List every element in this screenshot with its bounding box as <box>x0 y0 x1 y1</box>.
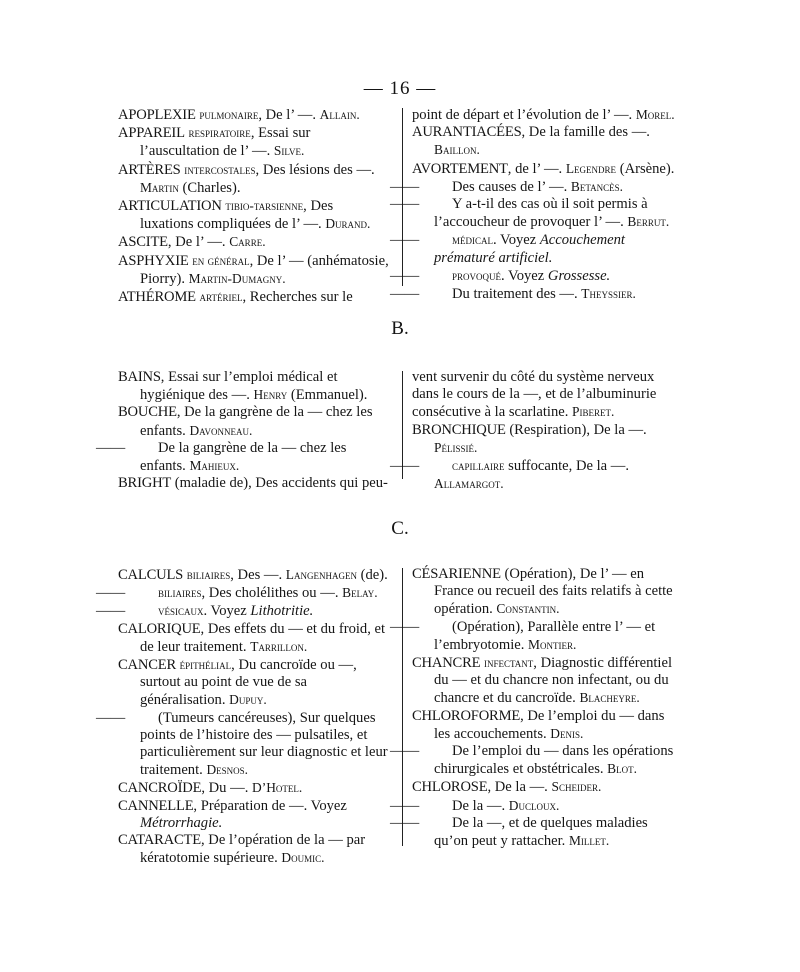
entry-qualifier: médical <box>452 232 493 248</box>
entry-author: Blot. <box>607 761 637 777</box>
entry-qualifier: infectant <box>484 655 534 671</box>
entry-text: , De la famille des —. <box>521 124 650 141</box>
entry-qualifier: biliaires <box>158 585 202 601</box>
index-entry <box>96 709 390 780</box>
entry-text: De la —, et de quelques maladies qu’on peut y rattacher. <box>434 814 648 850</box>
entry-author: Blacheyre. <box>579 690 640 706</box>
repeat-dash: —— <box>390 267 420 284</box>
entry-text: point de départ et l’évolution de l’ —. <box>412 107 636 123</box>
index-entry <box>390 196 684 231</box>
section-a-right-column <box>390 106 684 303</box>
index-entry <box>390 797 684 815</box>
index-entry <box>118 124 390 160</box>
entry-text: Des causes de l’ —. <box>452 178 571 195</box>
index-entry <box>412 566 684 619</box>
entry-text: , Des —. <box>230 567 286 583</box>
entry-qualifier: en général <box>192 252 250 268</box>
entry-author: Dupuy. <box>229 692 267 708</box>
entry-author: D’Hotel. <box>252 780 303 796</box>
entry-headword: ASCITE <box>118 234 168 251</box>
index-entry <box>118 798 390 832</box>
entry-text: , Du —. <box>201 780 253 797</box>
entry-author-detail: (Emmanuel). <box>287 387 368 404</box>
entry-text: , Essai sur l’emploi médical et hygiénique des —. <box>140 369 338 404</box>
entry-headword: CANNELLE <box>118 797 194 814</box>
entry-author: Piberet. <box>572 404 615 420</box>
entry-headword: ARTICULATION <box>118 198 222 215</box>
entry-qualifier: tibio-tarsienne <box>225 198 304 214</box>
repeat-dash: —— <box>96 439 126 456</box>
index-entry <box>118 656 390 710</box>
section-c-right-column <box>390 566 684 850</box>
index-entry <box>390 285 684 303</box>
entry-text: , De la gangrène de la — chez les enfants. <box>140 404 373 439</box>
index-entry <box>412 160 684 178</box>
entry-author: Scheider. <box>551 779 602 795</box>
index-entry <box>412 106 684 124</box>
index-entry <box>118 106 390 124</box>
entry-author: Mahieux. <box>189 458 240 474</box>
entry-author: Davonneau. <box>189 422 253 438</box>
index-entry <box>390 743 684 778</box>
entry-author: Betancès. <box>570 178 623 194</box>
entry-author: Denis. <box>550 725 584 741</box>
section-letter-c: C. <box>391 518 409 539</box>
repeat-dash: —— <box>390 743 420 760</box>
entry-headword: CANCER <box>118 657 176 674</box>
index-entry <box>118 233 390 251</box>
entry-headword: CHANCRE <box>412 655 481 672</box>
index-entry <box>118 621 390 656</box>
entry-text: suffocante, De la —. <box>504 458 630 475</box>
entry-headword: ATHÉROME <box>118 289 196 306</box>
index-entry <box>118 369 390 404</box>
entry-text: (Opération), Parallèle entre l’ — et l’embryotomie. <box>434 618 656 653</box>
entry-text: (Respiration), De la —. <box>505 421 647 438</box>
entry-qualifier: artériel <box>199 289 243 305</box>
entry-author: Belay. <box>342 585 378 601</box>
entry-author: Martin-Dumagny. <box>188 270 286 286</box>
entry-reference: Accouchement prématuré artificiel. <box>434 232 625 266</box>
entry-qualifier: vésicaux <box>158 603 204 619</box>
entry-text: , De l’ — (anhématosie, Piorry). <box>140 252 389 287</box>
entry-author: Desnos. <box>206 762 249 778</box>
index-entry <box>118 566 390 584</box>
entry-text: , Diagnostic différentiel du — et du chancre non infectant, ou du chancre et du cancroïde. <box>434 655 673 707</box>
entry-author: Pélissié. <box>434 439 478 455</box>
section-b-right-column <box>390 369 684 493</box>
index-entry <box>412 124 684 159</box>
entry-author: Constantin. <box>496 601 560 617</box>
entry-headword: APOPLEXIE <box>118 107 196 123</box>
entry-author: Durand. <box>325 216 371 232</box>
index-entry <box>412 369 684 422</box>
entry-text: De l’emploi du — dans les opérations chirurgicales et obstétricales. <box>434 743 674 778</box>
index-entry <box>412 654 684 708</box>
entry-author: Berrut. <box>627 214 670 230</box>
entry-author: Allamargot. <box>434 476 504 492</box>
entry-headword: BOUCHE <box>118 404 177 421</box>
entry-text: De la —. <box>452 797 509 814</box>
entry-text: (Tumeurs cancéreuses), Sur quelques points de l’histoire des — pulsatiles, et particulièrement sur leur diagnostic et leur traitement. <box>140 709 388 779</box>
index-entry <box>96 602 390 620</box>
entry-text: (maladie de), Des accidents qui peu- <box>171 475 388 492</box>
entry-author: Montier. <box>528 636 577 652</box>
entry-headword: CANCROÏDE <box>118 780 202 797</box>
entry-qualifier: respiratoire <box>188 125 251 141</box>
entry-text: . Voyez <box>493 232 540 249</box>
entry-author: Silve. <box>273 143 305 159</box>
repeat-dash: —— <box>390 458 420 475</box>
index-entry <box>390 814 684 850</box>
index-entry <box>390 618 684 654</box>
entry-headword: BAINS <box>118 369 161 385</box>
index-entry <box>390 178 684 196</box>
entry-headword: CÉSARIENNE <box>412 566 501 582</box>
entry-text: vent survenir du côté du système nerveux dans le cours de la —, et de l’albuminurie consécutive à la scarlatine. <box>412 369 657 421</box>
entry-text: , Essai sur l’auscultation de l’ —. <box>140 125 311 160</box>
index-entry <box>412 778 684 796</box>
entry-qualifier: épithélial <box>179 657 232 673</box>
index-entry <box>118 288 390 306</box>
entry-text: . Voyez <box>203 603 251 620</box>
entry-qualifier: provoqué <box>452 267 502 283</box>
entry-author-detail: (de). <box>357 567 388 583</box>
entry-author: Doumic. <box>281 850 325 866</box>
entry-text: . Voyez <box>501 267 548 284</box>
repeat-dash: —— <box>390 797 420 814</box>
entry-text: Y a-t-il des cas où il soit permis à l’accoucheur de provoquer l’ —. <box>434 196 648 231</box>
entry-text: , De l’ —. <box>167 234 230 251</box>
entry-headword: BRIGHT <box>118 475 172 492</box>
repeat-dash: —— <box>96 709 126 726</box>
index-entry <box>390 267 684 285</box>
entry-qualifier: pulmonaire <box>199 107 259 122</box>
index-entry <box>118 779 390 797</box>
index-entry <box>412 422 684 457</box>
repeat-dash: —— <box>390 196 420 213</box>
entry-qualifier: capillaire <box>452 458 505 474</box>
entry-text: , Recherches sur le <box>242 289 353 306</box>
entry-author: Langenhagen <box>285 567 357 582</box>
entry-headword: CALORIQUE <box>118 620 201 637</box>
entry-qualifier: biliaires <box>186 567 231 582</box>
entry-text: , Des lésions des —. <box>255 161 375 178</box>
entry-author: Martin <box>140 179 179 195</box>
entry-author: Carre. <box>229 234 266 250</box>
index-entry <box>390 231 684 266</box>
entry-headword: BRONCHIQUE <box>412 421 506 438</box>
index-entry <box>390 457 684 493</box>
entry-text: , de l’ —. <box>507 160 566 177</box>
entry-author: Legendre <box>565 160 617 176</box>
entry-text: , De l’ —. <box>258 107 320 123</box>
page-number: — 16 — <box>363 78 437 99</box>
index-entry <box>118 475 390 492</box>
entry-author: Ducloux. <box>508 797 560 813</box>
index-entry <box>118 832 390 867</box>
entry-headword: APPAREIL <box>118 125 185 142</box>
entry-headword: AURANTIACÉES <box>412 124 522 141</box>
index-entry <box>118 252 390 288</box>
entry-author: Baillon. <box>434 142 480 158</box>
index-entry <box>118 404 390 439</box>
entry-text: , De l’emploi du — dans les accouchements. <box>434 707 665 742</box>
entry-text: , Préparation de —. Voyez <box>193 797 347 814</box>
entry-headword: CATARACTE <box>118 832 201 849</box>
entry-author: Allain. <box>319 107 360 122</box>
repeat-dash: —— <box>390 178 420 195</box>
entry-author: Morel. <box>635 107 675 122</box>
repeat-dash: —— <box>96 603 126 620</box>
entry-author: Henry <box>253 387 288 403</box>
entry-headword: CHLOROSE <box>412 779 488 796</box>
entry-text: Du traitement des —. <box>452 286 582 303</box>
entry-text: , Des luxations compliquées de l’ —. <box>140 198 334 233</box>
repeat-dash: —— <box>390 286 420 303</box>
entry-text: , Des effets du — et du froid, et de leur traitement. <box>140 620 386 655</box>
repeat-dash: —— <box>390 618 420 635</box>
section-c-left-column <box>96 566 390 867</box>
entry-text: (Opération), De l’ — en France ou recueil des faits relatifs à cette opération. <box>434 566 673 618</box>
entry-reference: Lithotritie. <box>250 603 314 620</box>
entry-headword: AVORTEMENT <box>412 160 508 177</box>
entry-text: , Des cholélithes ou —. <box>201 585 343 602</box>
entry-author: Theyssier. <box>581 286 636 302</box>
entry-text: , De la —. <box>487 779 552 796</box>
entry-text: , Du cancroïde ou —, surtout au point de vue de sa généralisation. <box>140 657 357 709</box>
entry-reference: Grossesse. <box>547 267 611 284</box>
entry-text: , De l’opération de la — par kératotomie supérieure. <box>140 832 366 867</box>
entry-qualifier: intercostales <box>184 161 256 177</box>
entry-author-detail: (Arsène). <box>616 160 675 177</box>
section-letter-b: B. <box>391 318 409 339</box>
index-entry <box>118 197 390 233</box>
index-entry <box>118 161 390 197</box>
index-entry <box>96 439 390 475</box>
repeat-dash: —— <box>390 814 420 831</box>
section-a-left-column <box>118 106 390 306</box>
entry-headword: CHLOROFORME <box>412 707 521 724</box>
entry-reference: Métrorrhagie. <box>140 814 223 831</box>
entry-headword: CALCULS <box>118 567 184 583</box>
index-entry <box>96 584 390 602</box>
entry-author-detail: (Charles). <box>178 179 241 196</box>
entry-headword: ARTÈRES <box>118 161 181 178</box>
entry-headword: ASPHYXIE <box>118 252 189 269</box>
section-b-left-column <box>96 369 390 492</box>
entry-author: Millet. <box>568 833 610 849</box>
entry-author: Tarrillon. <box>250 638 308 654</box>
repeat-dash: —— <box>96 585 126 602</box>
entry-text: De la gangrène de la — chez les enfants. <box>140 439 347 475</box>
repeat-dash: —— <box>390 232 420 249</box>
index-entry <box>412 708 684 743</box>
